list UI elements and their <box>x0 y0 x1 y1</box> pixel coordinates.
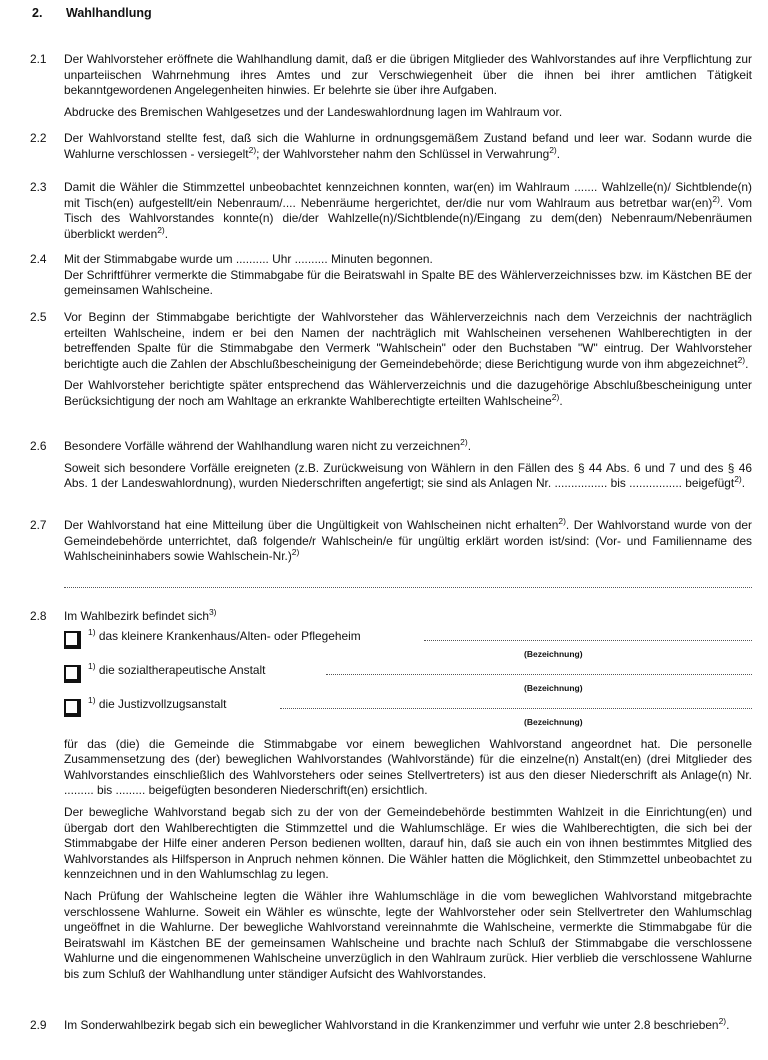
paragraph: Soweit sich besondere Vorfälle ereigneten (z.B. Zurückweisung von Wählern in den Fällen des § 44 Abs. 6 und 7 und des § 46 Abs. 1 der Landeswahlordnung), wurden Niederschriften angefertigt; sie sind als Anlagen Nr. ................ bis ................ beigefügt$^{2)}$. <box>64 460 752 491</box>
section-heading-title: Wahlhandlung <box>66 6 152 20</box>
footnote-ref: 3) <box>208 607 217 618</box>
fill-in-line[interactable] <box>424 640 752 641</box>
paragraph: Abdrucke des Bremischen Wahlgesetzes und der Landeswahlordnung lagen im Wahlraum vor. <box>64 104 563 119</box>
footnote-ref: 2) <box>718 1016 727 1027</box>
section-2-9 <box>30 1018 752 1040</box>
paragraph: Besondere Vorfälle während der Wahlhandlung waren nicht zu verzeichnen$^{2)}$. <box>64 437 472 453</box>
footnote-ref: 2) <box>558 516 566 527</box>
section-number: 2.6 <box>30 439 47 453</box>
section-2-4 <box>30 252 752 305</box>
checkbox[interactable] <box>64 631 81 649</box>
section-number: 2.4 <box>30 252 47 266</box>
fill-in-line[interactable] <box>64 577 752 588</box>
section-number: 2.5 <box>30 310 47 324</box>
checkbox[interactable] <box>64 699 81 717</box>
paragraph: Mit der Stimmabgabe wurde um .......... Uhr .......... Minuten begonnen. <box>64 252 433 266</box>
paragraph: Damit die Wähler die Stimmzettel unbeobachtet kennzeichnen konnten, war(en) im Wahlraum ....... Wahlzelle(n)/ Sichtblende(n) mit Tisch(en) aufgestellt/ein Nebenraum/.... Nebenräume hergerichtet, der/die nur vom Wahlraum aus betretbar war(en)$^{2)}$. Vom Tisch des Wahlvorstandes konnte(n) die/der Wahlzelle(n)/Sichtblende(n)/Eingang zu dem(den) Nebenraum/Nebenräumen überblickt werden$^{2)}$. <box>64 180 752 241</box>
section-2-7 <box>30 518 752 588</box>
paragraph: Der Wahlvorstand stellte fest, daß sich die Wahlurne in ordnungsgemäßem Zustand befand und leer war. Sodann wurde die Wahlurne verschlossen - versiegelt$^{2)}$; der Wahlvorsteher nahm den Schlüssel in Verwahrung$^{2)}$. <box>64 131 752 161</box>
section-number: 2.1 <box>30 52 47 66</box>
paragraph: Der Wahlvorsteher eröffnete die Wahlhandlung damit, daß er die übrigen Mitglieder des Wahlvorstandes auf ihre Verpflichtung zur unparteiischen Wahrnehmung ihres Amtes und zur Verschwiegenheit über die ihnen bei ihrer amtlichen Tätigkeit bekanntgewordenen Angelegenheiten hinwies. Er belehrte sie über ihre Aufgaben. <box>64 52 752 98</box>
field-caption: (Bezeichnung) <box>524 716 583 727</box>
fill-in-line[interactable] <box>280 708 752 709</box>
section-number: 2.7 <box>30 518 47 532</box>
option-label: $^{1)}$ die sozialtherapeutische Anstalt <box>88 660 266 677</box>
option-row <box>64 660 752 697</box>
footnote-ref: 2) <box>712 193 720 204</box>
section-2-8 <box>30 609 752 989</box>
section-2-1 <box>30 52 752 126</box>
option-row <box>64 694 752 731</box>
paragraph: Der bewegliche Wahlvorstand begab sich zu der von der Gemeindebehörde bestimmten Wahlzeit in die Einrichtung(en) und übergab dort den Wahlberechtigten die Stimmzettel und die Wahlumschläge. Er wies die Wahlberechtigten, die sich bei der Stimmabgabe der Hilfe einer anderen Person bedienen wollten, darauf hin, daß sie auch ein von ihnen bestimmtes Mitglied des Wahlvorstandes als Hilfsperson in Anpruch nehmen können. Die Wähler hatten die Möglichkeit, den Stimmzettel unbeobachtet zu kennzeichnen und in den Wahlumschlag zu legen. <box>64 804 752 882</box>
paragraph: Im Wahlbezirk befindet sich$^{3)}$ <box>64 607 217 623</box>
field-caption: (Bezeichnung) <box>524 682 583 693</box>
section-2-6 <box>30 439 752 498</box>
section-2-5 <box>30 310 752 416</box>
field-caption: (Bezeichnung) <box>524 648 583 659</box>
checkbox[interactable] <box>64 665 81 683</box>
footnote-ref: 2) <box>737 354 746 365</box>
option-label: $^{1)}$ das kleinere Krankenhaus/Alten- oder Pflegeheim <box>88 626 361 643</box>
paragraph: für das (die) die Gemeinde die Stimmabgabe vor einem beweglichen Wahlvorstand angeordnet hat. Die personelle Zusammensetzung des (der) beweglichen Wahlvorstandes (Wahlvorstände) für die einzelne(n) Anstalt(en) (drei Mitglieder des Wahlvorstandes einschließlich des Wahlvorstehers oder seines Stellvertreters) ist aus den dieser Niederschrift als Anlage(n) Nr. ......... bis ......... beigefügten besonderen Niederschrift(en) ersichtlich. <box>64 736 752 798</box>
fill-in-line[interactable] <box>326 674 752 675</box>
option-label: $^{1)}$ die Justizvollzugsanstalt <box>88 694 227 711</box>
section-2-2 <box>30 131 752 168</box>
option-row <box>64 626 752 663</box>
paragraph: Der Wahlvorstand hat eine Mitteilung über die Ungültigkeit von Wahlscheinen nicht erhalten$^{2)}$. Der Wahlvorstand wurde von der Gemeindebehörde unterrichtet, daß folgende/r Wahlschein/e für ungültig erklärt worden ist/sind: (Vor- und Familienname des Wahlscheininhabers sowie Wahlschein-Nr.)$^{2)}$ <box>64 516 752 564</box>
section-heading <box>32 6 152 22</box>
section-number: 2.2 <box>30 131 47 145</box>
footnote-ref: 2) <box>460 437 468 448</box>
footnote-ref: 2) <box>551 392 560 402</box>
footnote-ref: 2) <box>549 144 557 155</box>
footnote-ref: 2) <box>157 224 165 235</box>
paragraph: Der Schriftführer vermerkte die Stimmabgabe für die Beiratswahl in Spalte BE des Wählerverzeichnisses bzw. im Kästchen BE der gemeinsamen Wahlscheine. <box>64 267 752 298</box>
footnote-ref: 2) <box>734 474 742 485</box>
section-heading-number: 2. <box>32 6 43 20</box>
section-number: 2.8 <box>30 609 47 623</box>
paragraph: Im Sonderwahlbezirk begab sich ein beweglicher Wahlvorstand in die Krankenzimmer und verfuhr wie unter 2.8 beschrieben$^{2)}$. <box>64 1016 730 1032</box>
paragraph: Vor Beginn der Stimmabgabe berichtigte der Wahlvorsteher das Wählerverzeichnis nach dem Verzeichnis der nachträglich erteilten Wahlscheine, indem er bei den Namen der nachträglich mit Wahlscheinen versehenen Wahlberechtigten in der betreffenden Spalte für die Stimmabgabe den Vermerk "Wahlschein" oder den Buchstaben "W" eintrug. Der Wahlvorsteher berichtigte auch die Zahlen der Abschlußbescheinigung der Gemeindebehörde; diese Berichtigung wurde von ihm abgezeichnet$^{2)}$. <box>64 310 752 371</box>
paragraph: Nach Prüfung der Wahlscheine legten die Wähler ihre Wahlumschläge in die vom beweglichen Wahlvorstand mitgebrachte verschlossene Wahlurne. Soweit ein Wähler es wünschte, legte der Wahlvorsteher oder sein Stellvertreter den Wahlumschlag ungeöffnet in die Wahlurne. Der bewegliche Wahlvorstand vereinnahmte die Wahlscheine, vermerkte die Stimmabgabe für die Beiratswahl im Kästchen BE der gemeinsamen Wahlscheine und brachte nach Schluß der Stimmabgabe die verschlossene Wahlurne und die eingenommenen Wahlscheine unverzüglich in den Wahlraum zurück. Hier verblieb die verschlossene Wahlurne bis zum Schluß der Wahlhandlung unter ständiger Aufsicht des Wahlvorstandes. <box>64 888 752 981</box>
section-number: 2.3 <box>30 180 47 194</box>
footnote-ref: 2) <box>291 547 300 558</box>
section-2-3 <box>30 180 752 248</box>
footnote-ref: 2) <box>248 144 257 155</box>
section-number: 2.9 <box>30 1018 47 1032</box>
paragraph: Der Wahlvorsteher berichtigte später entsprechend das Wählerverzeichnis und die dazugehörige Abschlußbescheinigung unter Berücksichtigung der noch am Wahltage an erkrankte Wahlberechtigte erteilten Wahlscheine$^{2)}$. <box>64 378 752 408</box>
